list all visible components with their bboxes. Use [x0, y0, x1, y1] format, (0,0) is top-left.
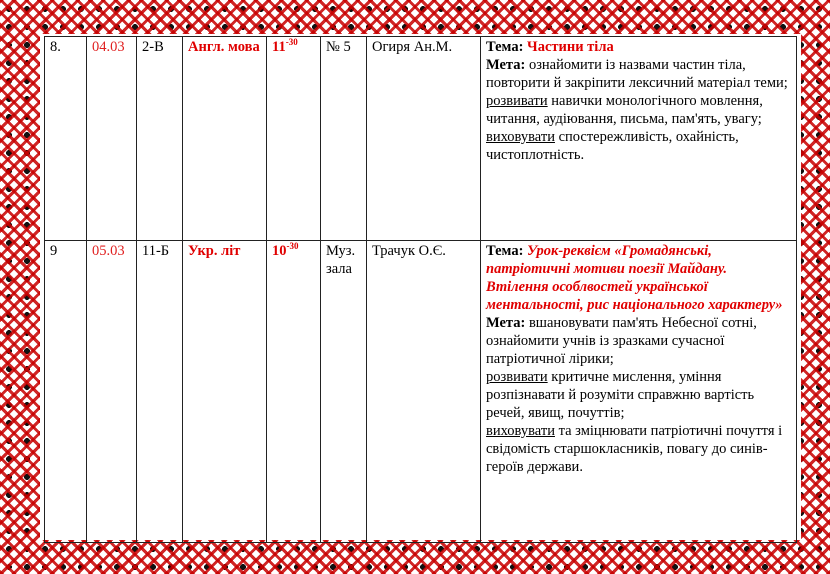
row-number: 9 [45, 241, 87, 543]
topic-title: Урок-реквієм «Громадянські, патріотичні мотиви поезії Майдану. Втілення особлвостей української ментальності, рис національного характеру» [486, 243, 783, 313]
meta-text: ознайомити із назвами частин тіла, повторити й закріпити лексичний матеріал теми; [486, 57, 788, 91]
lesson-date: 04.03 [87, 37, 137, 241]
rozv-label: розвивати [486, 369, 548, 385]
subject: Англ. мова [183, 37, 267, 241]
room: № 5 [321, 37, 367, 241]
lesson-time: $10^{-30}$ [267, 241, 321, 543]
class-name: 11-Б [137, 241, 183, 543]
lesson-date: 05.03 [87, 241, 137, 543]
room: Муз. зала [321, 241, 367, 543]
teacher: Трачук О.Є. [367, 241, 481, 543]
class-name: 2-В [137, 37, 183, 241]
vyh-text: спостережливість, охайність, чистоплотність. [486, 129, 739, 163]
teacher: Огиря Ан.М. [367, 37, 481, 241]
lesson-time: $11^{-30}$ [267, 37, 321, 241]
row-number: 8. [45, 37, 87, 241]
tema-label: Тема: [486, 243, 524, 259]
meta-label: Мета: [486, 315, 526, 331]
meta-label: Мета: [486, 57, 526, 73]
rozv-text: критичне мислення, уміння розпізнавати й розуміти справжню вартість речей, явищ, почуттів; [486, 369, 755, 421]
vyh-label: виховувати [486, 423, 555, 439]
subject: Укр. літ [183, 241, 267, 543]
lesson-description [481, 37, 797, 241]
schedule-table [44, 36, 797, 543]
rozv-text: навички монологічного мовлення, читання, аудіювання, письма, пам'ять, увагу; [486, 93, 763, 127]
table-row [45, 241, 797, 543]
meta-text: вшановувати пам'ять Небесної сотні, ознайомити учнів із зразками сучасної патріотичної лірики; [486, 315, 757, 367]
rozv-label: розвивати [486, 93, 548, 109]
topic-title: Частини тіла [527, 39, 614, 55]
vyh-label: виховувати [486, 129, 555, 145]
tema-label: Тема: [486, 39, 524, 55]
table-row [45, 37, 797, 241]
lesson-description [481, 241, 797, 543]
vyh-text: та зміцнювати патріотичні почуття і свідомість старшокласників, повагу до синів-героїв держави. [486, 423, 783, 475]
